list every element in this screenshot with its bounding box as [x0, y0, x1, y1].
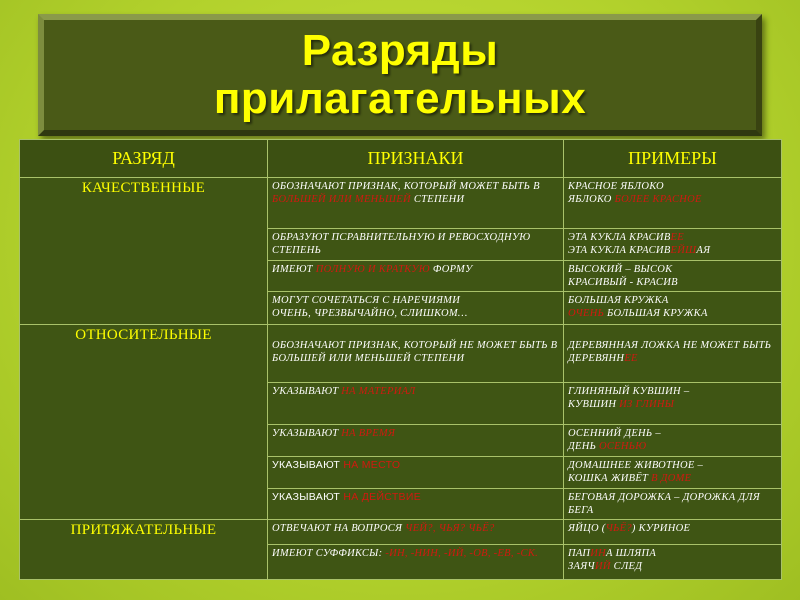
sign-text: ОЧЕНЬ, ЧРЕЗВЫЧАЙНО, СЛИШКОМ…: [272, 308, 468, 319]
sign-text: ФОРМУ: [429, 264, 473, 275]
sign-cell: [268, 489, 564, 520]
sign-cell: [268, 425, 564, 457]
example-text: А ШЛЯПА: [605, 548, 657, 559]
sign-highlight: -ИН, -НИН, -ИЙ, -ОВ, -ЕВ, -СК.: [385, 548, 539, 559]
title-banner: [38, 14, 762, 136]
example-text: ЗАЯЧ: [568, 561, 595, 572]
sign-cell: [268, 261, 564, 292]
example-highlight: ИЙ: [594, 561, 611, 572]
category-possessive: ПРИТЯЖАТЕЛЬНЫЕ: [20, 520, 268, 580]
adjective-categories-table: [19, 139, 782, 580]
example-text: БОЛЬШАЯ КРУЖКА: [604, 308, 708, 319]
example-highlight: ИН: [590, 548, 606, 559]
example-text: ЯБЛОКО: [568, 194, 615, 205]
category-relative: ОТНОСИТЕЛЬНЫЕ: [20, 325, 268, 520]
sign-text: УКАЗЫВАЮТ: [272, 428, 339, 439]
sign-cell: ОБОЗНАЧАЮТ ПРИЗНАК, КОТОРЫЙ НЕ МОЖЕТ БЫТЬ В БОЛЬШЕЙ ИЛИ МЕНЬШЕЙ СТЕПЕНИ: [268, 325, 564, 383]
example-highlight: ЕЕ: [670, 232, 684, 243]
example-highlight: ЧЬЁ?: [605, 523, 632, 534]
example-highlight: В ДОМЕ: [651, 473, 692, 484]
example-text: ДЕРЕВЯННАЯ ЛОЖКА НЕ МОЖЕТ БЫТЬ ДЕРЕВЯНН: [568, 340, 772, 364]
example-cell: [564, 425, 782, 457]
example-cell: [564, 545, 782, 580]
example-text: КРАСИВЫЙ - КРАСИВ: [568, 277, 678, 288]
sign-highlight: НА ВРЕМЯ: [338, 428, 396, 439]
example-cell: [564, 261, 782, 292]
sign-highlight: ПОЛНУЮ И КРАТКУЮ: [315, 264, 430, 275]
title-line-2: прилагательных: [213, 74, 587, 123]
example-cell: БЕГОВАЯ ДОРОЖКА – ДОРОЖКА ДЛЯ БЕГА: [564, 489, 782, 520]
header-signs: ПРИЗНАКИ: [268, 140, 564, 178]
example-cell: [564, 292, 782, 325]
example-text: ОСЕННИЙ ДЕНЬ –: [568, 428, 661, 439]
example-text: ВЫСОКИЙ – ВЫСОК: [568, 264, 673, 275]
example-text: КОШКА ЖИВЁТ: [568, 473, 652, 484]
example-text: АЯ: [696, 245, 711, 256]
example-highlight: БОЛЕЕ КРАСНОЕ: [614, 194, 702, 205]
example-cell: [564, 457, 782, 489]
example-highlight: ОЧЕНЬ: [568, 308, 605, 319]
sign-cell: [268, 545, 564, 580]
example-cell: [564, 383, 782, 425]
sign-text: УКАЗЫВАЮТ: [272, 386, 339, 397]
sign-highlight: НА ДЕЙСТВИЕ: [340, 491, 421, 503]
table-row: [20, 178, 782, 229]
example-text: ГЛИНЯНЫЙ КУВШИН –: [568, 386, 690, 397]
sign-text: УКАЗЫВАЮТ: [272, 459, 341, 471]
table-row: [20, 325, 782, 383]
sign-text: МОГУТ СОЧЕТАТЬСЯ С НАРЕЧИЯМИ: [272, 295, 461, 306]
example-highlight: ЕЕ: [624, 353, 638, 364]
table-header-row: [20, 140, 782, 178]
category-qualitative: КАЧЕСТВЕННЫЕ: [20, 178, 268, 325]
example-text: КРАСНОЕ ЯБЛОКО: [568, 181, 664, 192]
sign-text: УКАЗЫВАЮТ: [272, 491, 341, 503]
sign-cell: [268, 292, 564, 325]
example-cell: [564, 325, 782, 383]
example-highlight: ЕЙШ: [670, 245, 697, 256]
sign-highlight: БОЛЬШЕЙ ИЛИ МЕНЬШЕЙ: [272, 194, 411, 205]
example-highlight: ОСЕНЬЮ: [599, 441, 647, 452]
sign-text: СТЕПЕНИ: [410, 194, 465, 205]
sign-cell: [268, 457, 564, 489]
sign-cell: [268, 520, 564, 545]
example-text: ЯЙЦО (: [568, 523, 606, 534]
example-text: ) КУРИНОЕ: [631, 523, 691, 534]
example-text: ДОМАШНЕЕ ЖИВОТНОЕ –: [568, 460, 704, 471]
sign-cell: [268, 383, 564, 425]
sign-text: ОБОЗНАЧАЮТ ПРИЗНАК, КОТОРЫЙ МОЖЕТ БЫТЬ В: [272, 181, 540, 192]
sign-text: ОТВЕЧАЮТ НА ВОПРОСЯ: [272, 523, 406, 534]
sign-text: ИМЕЮТ: [272, 264, 316, 275]
example-text: ЭТА КУКЛА КРАСИВ: [568, 232, 671, 243]
example-cell: [564, 520, 782, 545]
header-examples: ПРИМЕРЫ: [564, 140, 782, 178]
table-row: [20, 520, 782, 545]
sign-cell: ОБРАЗУЮТ ПСРАВНИТЕЛЬНУЮ И РЕВОСХОДНУЮ СТЕПЕНЬ: [268, 229, 564, 261]
sign-highlight: НА МЕСТО: [340, 459, 401, 471]
sign-cell: [268, 178, 564, 229]
header-category: РАЗРЯД: [20, 140, 268, 178]
sign-highlight: ЧЕЙ?, ЧЬЯ? ЧЬЁ?: [405, 523, 495, 534]
example-text: ПАП: [568, 548, 591, 559]
example-text: ДЕНЬ: [568, 441, 599, 452]
example-cell: [564, 178, 782, 229]
example-highlight: ИЗ ГЛИНЫ: [619, 399, 675, 410]
title-panel: [44, 20, 756, 130]
example-text: БОЛЬШАЯ КРУЖКА: [568, 295, 669, 306]
example-cell: [564, 229, 782, 261]
title-line-1: Разряды: [301, 26, 499, 75]
sign-text: ИМЕЮТ СУФФИКСЫ:: [272, 548, 386, 559]
example-text: КУВШИН: [568, 399, 620, 410]
example-text: СЛЕД: [610, 561, 643, 572]
example-text: ЭТА КУКЛА КРАСИВ: [568, 245, 671, 256]
sign-highlight: НА МАТЕРИАЛ: [338, 386, 416, 397]
